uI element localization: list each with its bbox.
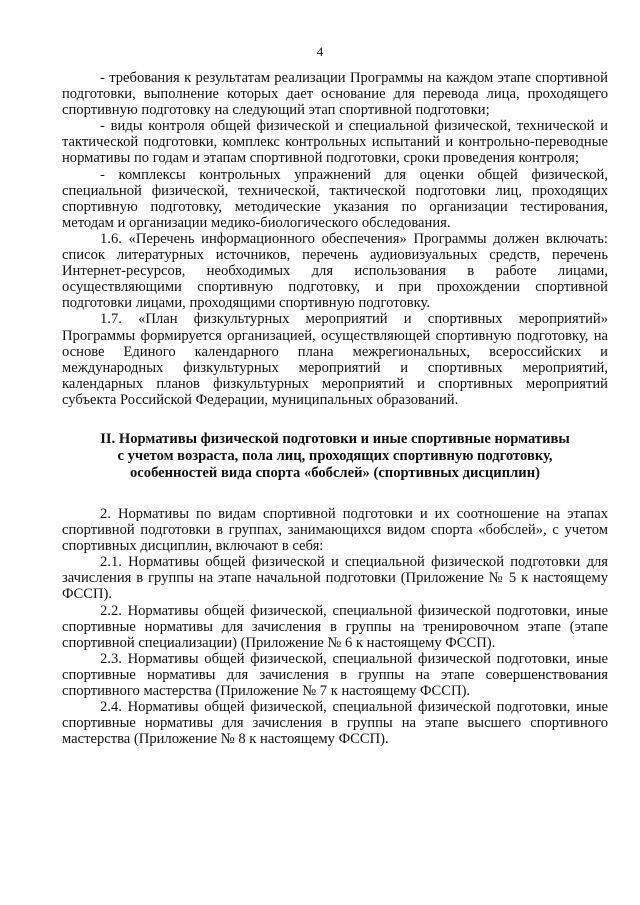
page-number: 4 (316, 44, 324, 59)
paragraph-2-2: 2.2. Нормативы общей физической, специальной физической подготовки, иные спортивные нормативы для зачисления в группы на тренировочном этапе (этапе спортивной специализации) (Приложение № 6 к настоящему ФССП). (62, 602, 608, 651)
section-heading (62, 431, 608, 482)
document-body (62, 70, 608, 747)
paragraph-2-4: 2.4. Нормативы общей физической, специальной физической подготовки, иные спортивные нормативы для зачисления в группы на этапе высшего спортивного мастерства (Приложение № 8 к настоящему ФССП). (62, 699, 608, 748)
section-heading-line: особенностей вида спорта «бобслей» (спортивных дисциплин) (130, 464, 540, 481)
paragraph-control-exercises: - комплексы контрольных упражнений для оценки общей физической, специальной физической, технической, тактической подготовки лиц, проходящих спортивную подготовку, методические указания по организации тестирования, методам и организации медико-биологического обследования. (62, 166, 608, 231)
paragraph-2-1: 2.1. Нормативы общей физической и специальной физической подготовки для зачисления в группы на этапе начальной подготовки (Приложение № 5 к настоящему ФССП). (62, 554, 608, 603)
paragraph-requirements: - требования к результатам реализации Программы на каждом этапе спортивной подготовки, выполнение которых дает основание для перевода лица, проходящего спортивную подготовку на следующий этап спортивной подготовки; (62, 70, 608, 119)
section-heading-line: с учетом возраста, пола лиц, проходящих спортивную подготовку, (117, 447, 553, 464)
paragraph-2: 2. Нормативы по видам спортивной подготовки и их соотношение на этапах спортивной подготовки в группах, занимающихся видом спорта «бобслей», с учетом спортивных дисциплин, включают в себя: (62, 505, 608, 555)
paragraph-1-6: 1.6. «Перечень информационного обеспечения» Программы должен включать: список литературных источников, перечень аудиовизуальных средств, перечень Интернет-ресурсов, необходимых для использования в работе лицами, осуществляющими спортивную подготовку, и при прохождении спортивной подготовки лицами, проходящими спортивную подготовку. (62, 230, 608, 312)
section-heading-line: II. Нормативы физической подготовки и иные спортивные нормативы (100, 430, 570, 447)
paragraph-2-3: 2.3. Нормативы общей физической, специальной физической подготовки, иные спортивные нормативы для зачисления в группы на этапе совершенствования спортивного мастерства (Приложение № 7 к настоящему ФССП). (62, 650, 608, 699)
paragraph-1-7: 1.7. «План физкультурных мероприятий и спортивных мероприятий» Программы формируется организацией, осуществляющей спортивную подготовку, на основе Единого календарного плана межрегиональных, всероссийских и международных физкультурных мероприятий и спортивных мероприятий, календарных планов физкультурных мероприятий и спортивных мероприятий субъекта Российской Федерации, муниципальных образований. (62, 311, 608, 408)
paragraph-control-types: - виды контроля общей физической и специальной физической, технической и тактической подготовки, комплекс контрольных испытаний и контрольно-переводные нормативы по годам и этапам спортивной подготовки, сроки проведения контроля; (62, 118, 608, 167)
